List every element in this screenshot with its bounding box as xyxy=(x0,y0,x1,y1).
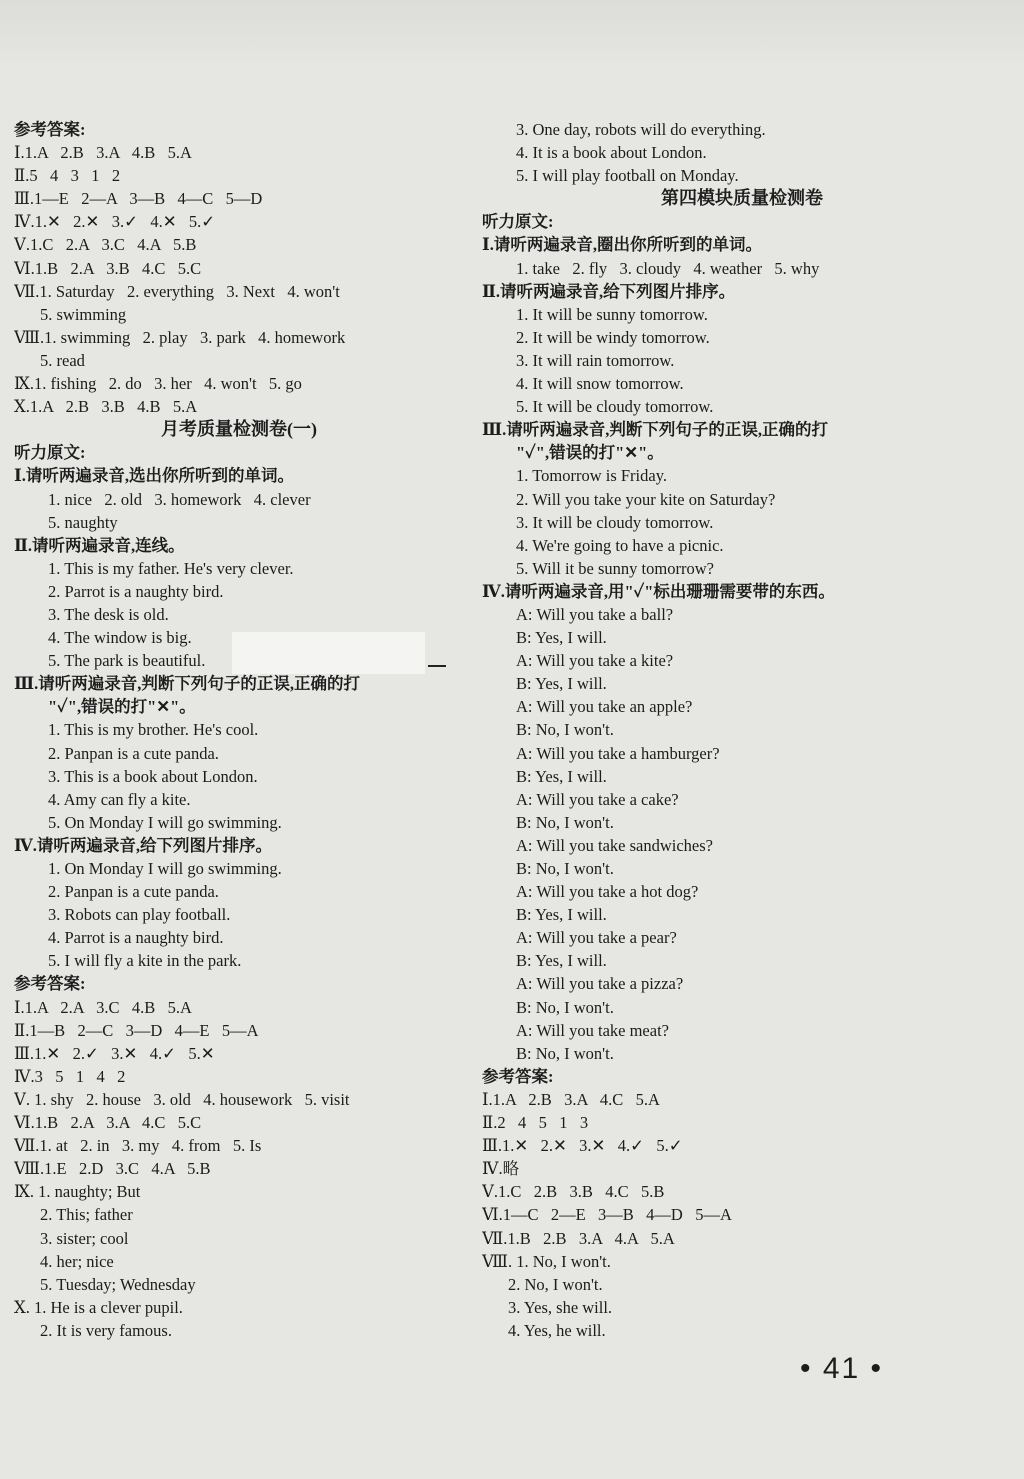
left-line: Ⅴ. 1. shy 2. house 3. old 4. housework 5. visit xyxy=(14,1089,350,1109)
right-line: A: Will you take meat? xyxy=(516,1020,669,1040)
left-line: 2. Panpan is a cute panda. xyxy=(48,882,219,902)
left-line: 月考质量检测卷(一) xyxy=(161,419,317,440)
left-line: 3. sister; cool xyxy=(40,1228,129,1248)
left-line: Ⅱ.请听两遍录音,连线。 xyxy=(14,535,185,555)
left-line: 5. Tuesday; Wednesday xyxy=(40,1274,196,1294)
right-line: Ⅲ.请听两遍录音,判断下列句子的正误,正确的打 xyxy=(482,420,828,440)
right-line: "✓",错误的打"✕"。 xyxy=(516,443,664,463)
right-line: B: No, I won't. xyxy=(516,859,614,878)
left-line: 参考答案: xyxy=(14,120,86,139)
left-line: 5. I will fly a kite in the park. xyxy=(48,951,242,971)
right-line: Ⅱ.2 4 5 1 3 xyxy=(482,1113,589,1133)
right-line: B: Yes, I will. xyxy=(516,766,607,786)
left-line: Ⅴ.1.C 2.A 3.C 4.A 5.B xyxy=(14,235,197,255)
right-line: A: Will you take a cake? xyxy=(516,789,679,809)
left-line: 3. This is a book about London. xyxy=(48,766,258,786)
right-line: Ⅴ.1.C 2.B 3.B 4.C 5.B xyxy=(482,1182,665,1202)
right-line: Ⅲ.1.✕ 2.✕ 3.✕ 4.✓ 5.✓ xyxy=(482,1136,683,1156)
left-line: 1. This is my brother. He's cool. xyxy=(48,720,259,740)
page-fold-shadow xyxy=(0,0,1024,70)
right-line: 1. It will be sunny tomorrow. xyxy=(516,304,708,324)
right-line: 5. It will be cloudy tomorrow. xyxy=(516,397,714,417)
right-line: B: No, I won't. xyxy=(516,812,614,832)
left-line: 1. This is my father. He's very clever. xyxy=(48,558,294,578)
right-line: A: Will you take a pear? xyxy=(516,928,677,948)
left-line: Ⅸ.1. fishing 2. do 3. her 4. won't 5. go xyxy=(14,374,302,394)
right-line: 4. It is a book about London. xyxy=(516,143,707,163)
right-line: 2. Will you take your kite on Saturday? xyxy=(516,489,776,509)
left-line: 2. This; father xyxy=(40,1205,133,1225)
right-line: B: Yes, I will. xyxy=(516,674,607,694)
left-line: Ⅶ.1. at 2. in 3. my 4. from 5. Is xyxy=(14,1136,262,1156)
left-line: 4. Amy can fly a kite. xyxy=(48,789,191,809)
left-line: 5. read xyxy=(40,350,85,370)
left-line: Ⅷ.1.E 2.D 3.C 4.A 5.B xyxy=(14,1159,211,1179)
left-line: 参考答案: xyxy=(14,974,86,994)
left-line: 3. Robots can play football. xyxy=(48,905,231,925)
left-line: Ⅳ.1.✕ 2.✕ 3.✓ 4.✕ 5.✓ xyxy=(14,212,216,232)
left-line: Ⅹ. 1. He is a clever pupil. xyxy=(14,1297,183,1317)
left-line: 2. It is very famous. xyxy=(40,1320,172,1340)
right-line: A: Will you take a hamburger? xyxy=(516,743,720,763)
left-line: Ⅹ.1.A 2.B 3.B 4.B 5.A xyxy=(14,397,198,417)
left-line: 4. The window is big. xyxy=(48,628,192,648)
left-line: Ⅵ.1.B 2.A 3.A 4.C 5.C xyxy=(14,1113,202,1133)
left-line: 3. The desk is old. xyxy=(48,604,169,624)
redaction-block xyxy=(232,632,425,674)
page-number: • 41 • xyxy=(800,1352,884,1385)
right-line: Ⅰ.请听两遍录音,圈出你所听到的单词。 xyxy=(482,235,762,255)
right-line: 1. Tomorrow is Friday. xyxy=(516,466,668,486)
right-line: B: No, I won't. xyxy=(516,997,614,1017)
right-line: A: Will you take a hot dog? xyxy=(516,882,699,902)
left-line: 4. Parrot is a naughty bird. xyxy=(48,928,224,948)
right-line: 5. I will play football on Monday. xyxy=(516,166,739,186)
left-line: Ⅵ.1.B 2.A 3.B 4.C 5.C xyxy=(14,258,202,278)
right-line: Ⅳ.请听两遍录音,用"✓"标出珊珊需要带的东西。 xyxy=(482,581,835,601)
left-line: 5. swimming xyxy=(40,304,127,324)
right-line: A: Will you take sandwiches? xyxy=(516,835,713,855)
left-line: Ⅳ.请听两遍录音,给下列图片排序。 xyxy=(14,835,272,855)
right-line: 4. Yes, he will. xyxy=(508,1320,606,1340)
right-line: Ⅶ.1.B 2.B 3.A 4.A 5.A xyxy=(482,1228,675,1248)
right-line: 3. It will rain tomorrow. xyxy=(516,350,675,370)
left-line: Ⅲ.1.✕ 2.✓ 3.✕ 4.✓ 5.✕ xyxy=(14,1043,215,1063)
left-line: Ⅰ.1.A 2.B 3.A 4.B 5.A xyxy=(14,143,192,163)
left-line: Ⅳ.3 5 1 4 2 xyxy=(14,1066,126,1086)
right-line: B: No, I won't. xyxy=(516,720,614,740)
right-line: Ⅵ.1—C 2—E 3—B 4—D 5—A xyxy=(482,1205,732,1225)
right-line: A: Will you take an apple? xyxy=(516,697,693,717)
left-line: "✓",错误的打"✕"。 xyxy=(48,697,196,717)
right-line: Ⅱ.请听两遍录音,给下列图片排序。 xyxy=(482,281,736,301)
left-line: 听力原文: xyxy=(14,443,86,463)
left-line: Ⅲ.请听两遍录音,判断下列句子的正误,正确的打 xyxy=(14,674,360,694)
right-line: 1. take 2. fly 3. cloudy 4. weather 5. why xyxy=(516,258,820,278)
right-line: A: Will you take a pizza? xyxy=(516,974,684,994)
left-line: 1. On Monday I will go swimming. xyxy=(48,859,282,878)
left-line: 4. her; nice xyxy=(40,1251,114,1271)
left-line: Ⅱ.1—B 2—C 3—D 4—E 5—A xyxy=(14,1020,259,1040)
left-line: 5. naughty xyxy=(48,512,118,532)
right-line: 2. It will be windy tomorrow. xyxy=(516,327,710,347)
left-line: 2. Parrot is a naughty bird. xyxy=(48,581,224,601)
right-line: 5. Will it be sunny tomorrow? xyxy=(516,558,714,578)
left-line: 2. Panpan is a cute panda. xyxy=(48,743,219,763)
right-line: 4. We're going to have a picnic. xyxy=(516,535,724,555)
left-line: Ⅶ.1. Saturday 2. everything 3. Next 4. won't xyxy=(14,281,340,301)
right-line: B: Yes, I will. xyxy=(516,951,607,971)
left-line: 1. nice 2. old 3. homework 4. clever xyxy=(48,489,311,509)
right-line: A: Will you take a kite? xyxy=(516,651,674,671)
right-line: B: No, I won't. xyxy=(516,1043,614,1063)
right-line: A: Will you take a ball? xyxy=(516,604,674,624)
right-line: 3. One day, robots will do everything. xyxy=(516,120,766,139)
right-column xyxy=(482,118,1002,1342)
right-line: 3. It will be cloudy tomorrow. xyxy=(516,512,714,532)
left-column xyxy=(14,118,464,1342)
left-line: Ⅰ.请听两遍录音,选出你所听到的单词。 xyxy=(14,466,294,486)
answer-blank-line xyxy=(428,665,446,667)
right-line: B: Yes, I will. xyxy=(516,628,607,648)
left-line: Ⅰ.1.A 2.A 3.C 4.B 5.A xyxy=(14,997,192,1017)
right-line: 听力原文: xyxy=(482,212,554,232)
right-line: 2. No, I won't. xyxy=(508,1274,603,1294)
left-line: 5. The park is beautiful. xyxy=(48,651,206,671)
left-line: Ⅱ.5 4 3 1 2 xyxy=(14,166,121,186)
right-line: Ⅷ. 1. No, I won't. xyxy=(482,1251,611,1271)
right-line: Ⅰ.1.A 2.B 3.A 4.C 5.A xyxy=(482,1089,660,1109)
right-line: 4. It will snow tomorrow. xyxy=(516,374,684,394)
right-line: 第四模块质量检测卷 xyxy=(661,188,823,209)
right-line: Ⅳ.略 xyxy=(482,1159,520,1179)
left-line: Ⅸ. 1. naughty; But xyxy=(14,1182,141,1202)
right-line: 3. Yes, she will. xyxy=(508,1297,613,1317)
left-line: Ⅲ.1—E 2—A 3—B 4—C 5—D xyxy=(14,189,263,209)
left-line: 5. On Monday I will go swimming. xyxy=(48,812,282,832)
right-line: 参考答案: xyxy=(482,1066,554,1086)
right-line: B: Yes, I will. xyxy=(516,905,607,925)
left-line: Ⅷ.1. swimming 2. play 3. park 4. homework xyxy=(14,327,346,347)
